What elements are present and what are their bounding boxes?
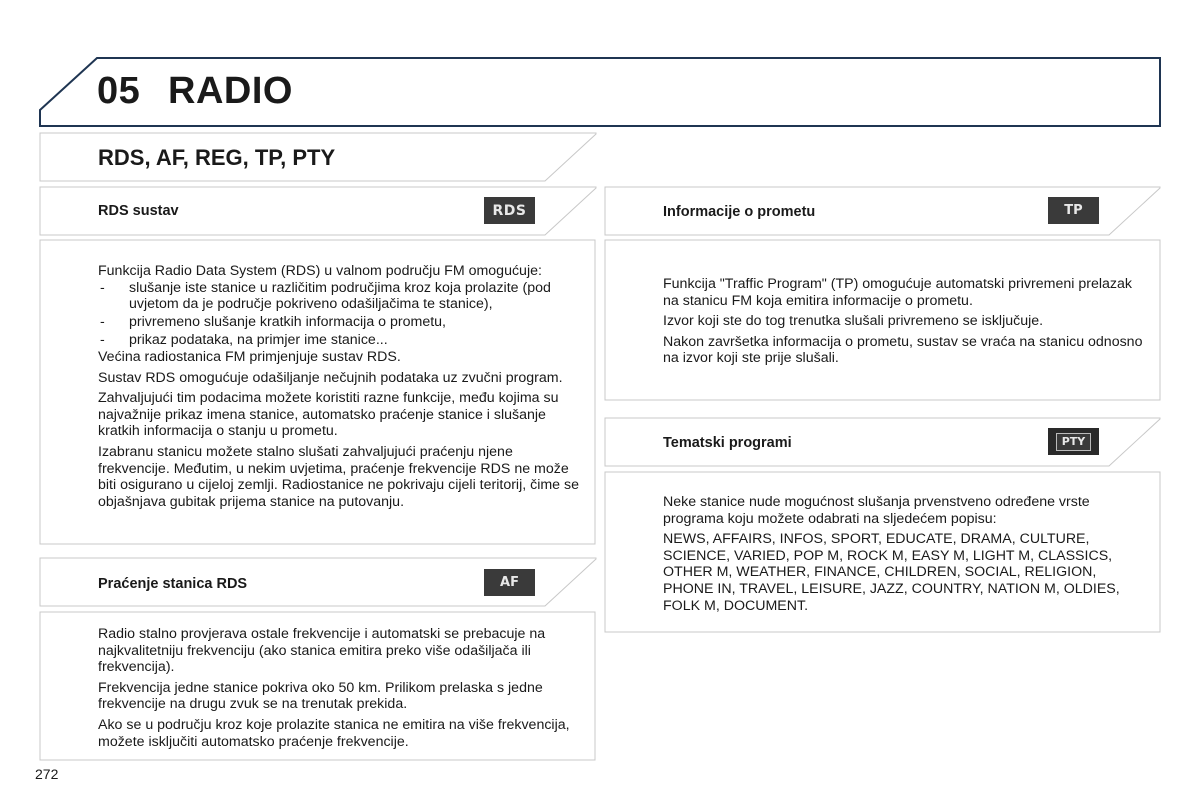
tp-paragraph: Nakon završetka informacija o prometu, sustav se vraća na stanicu odnosno na izvor koji ste prije slušali. [663,333,1143,367]
rds-paragraph: Većina radiostanica FM primjenjuje sustav RDS. [98,348,401,365]
page-number: 272 [35,766,59,782]
af-heading: Praćenje stanica RDS [98,576,248,592]
pty-badge-label: PTY [1056,433,1092,451]
rds-badge-icon: RDS [484,197,535,224]
rds-paragraph: Zahvaljujući tim podacima možete koristiti razne funkcije, među kojima su najvažnije prikaz imena stanice, automatsko praćenje stanice i slušanje kratkih informacija o stanju u prometu. [98,390,559,440]
chapter-number: 05 [97,70,141,112]
pty-heading: Tematski programi [663,435,792,451]
rds-feature-list [98,280,588,349]
af-paragraph: Radio stalno provjerava ostale frekvencije i automatski se prebacuje na najkvalitetniju frekvenciju (ako stanica emitira preko više odašiljača ili frekvencija). [98,626,546,676]
pty-badge-icon [1048,428,1099,455]
rds-paragraph: Sustav RDS omogućuje odašiljanje nečujnih podataka uz zvučni program. [98,369,563,386]
pty-body [663,494,1148,618]
section-title: RDS, AF, REG, TP, PTY [98,145,336,170]
pty-genre-list: NEWS, AFFAIRS, INFOS, SPORT, EDUCATE, DRAMA, CULTURE, SCIENCE, VARIED, POP M, ROCK M, EASY M, LIGHT M, CLASSICS, OTHER M, WEATHER, FINANCE, CHILDREN, SOCIAL, RELIGION, PHONE IN, TRAVEL, LEISURE, JAZZ, COUNTRY, NATION M, OLDIES, FOLK M, DOCUMENT. [663,531,1120,614]
tp-badge-icon: TP [1048,197,1099,224]
rds-intro: Funkcija Radio Data System (RDS) u valnom području FM omogućuje: [98,263,542,279]
chapter-title: RADIO [168,70,293,112]
tp-paragraph: Izvor koji ste do tog trenutka slušali privremeno se isključuje. [663,313,1044,330]
pty-paragraph: Neke stanice nude mogućnost slušanja prvenstveno određene vrste programa koju možete odabrati na sljedećem popisu: [663,494,1090,527]
tp-body [663,276,1148,371]
rds-heading: RDS sustav [98,203,179,219]
rds-body [98,263,588,514]
af-body [98,626,588,754]
af-badge-icon: AF [484,569,535,596]
af-paragraph: Ako se u području kroz koje prolazite stanica ne emitira na više frekvencija, možete isključiti automatsko praćenje frekvencije. [98,716,570,750]
tp-heading: Informacije o prometu [663,204,816,220]
af-paragraph: Frekvencija jedne stanice pokriva oko 50 km. Prilikom prelaska s jedne frekvencije na drugu zvuk se na trenutak prekida. [98,679,543,713]
list-item: - prikaz podataka, na primjer ime stanice... [98,332,588,349]
list-item: - privremeno slušanje kratkih informacija o prometu, [98,314,588,331]
tp-paragraph: Funkcija "Traffic Program" (TP) omogućuje automatski privremeni prelazak na stanicu FM koja emitira informacije o prometu. [663,276,1132,309]
rds-paragraph: Izabranu stanicu možete stalno slušati zahvaljujući praćenju njene frekvencije. Međutim, u nekim uvjetima, praćenje frekvencije RDS ne može biti osigurano u cijeloj zemlji. Radiostanice ne pokrivaju cijeli teritorij, čime se objašnjava gubitak prijema stanice na putovanju. [98,443,580,510]
list-item: - slušanje iste stanice u različitim područjima kroz koja prolazite (pod uvjetom da je područje pokriveno odašiljačima te stanice), [98,280,588,313]
